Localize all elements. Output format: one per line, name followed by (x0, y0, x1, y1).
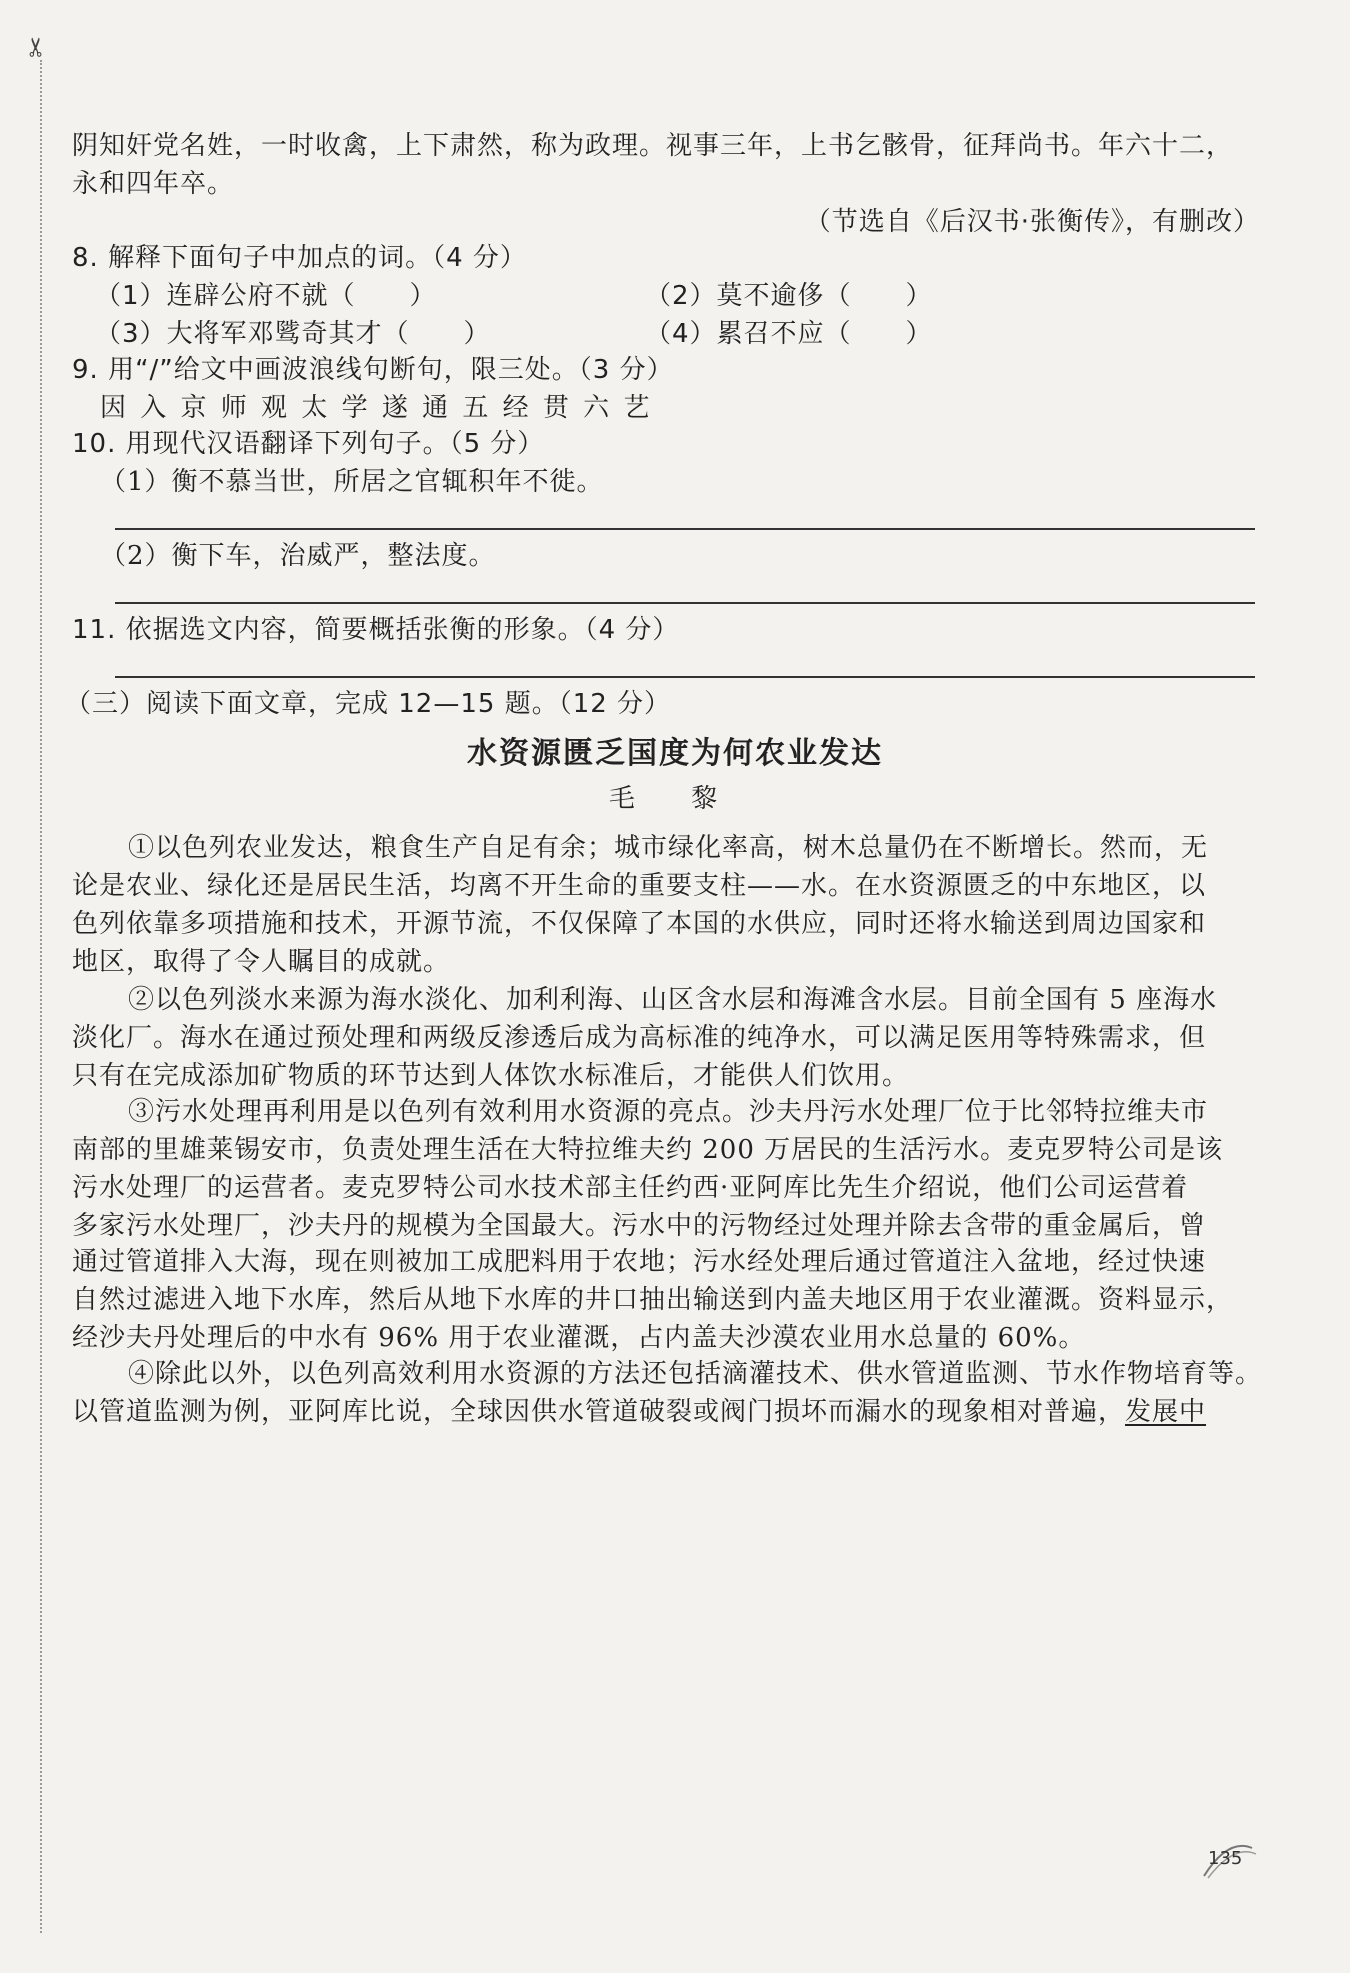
underlined-phrase: 发展中 (1125, 1397, 1207, 1427)
article-line: 淡化厂。海水在通过预处理和两级反渗透后成为高标准的纯净水，可以满足医用等特殊需求，但 (72, 1023, 1207, 1053)
article-line: ①以色列农业发达，粮食生产自足有余；城市绿化率高，树木总量仍在不断增长。然而，无 (128, 833, 1209, 863)
question-10-title: 10. 用现代汉语翻译下列句子。（5 分） (72, 429, 545, 459)
article-line: 论是农业、绿化还是居民生活，均离不开生命的重要支柱——水。在水资源匮乏的中东地区，以 (72, 871, 1207, 901)
article-line-text: 以管道监测为例，亚阿库比说，全球因供水管道破裂或阀门损坏而漏水的现象相对普遍， (72, 1397, 1126, 1427)
article-line: ②以色列淡水来源为海水淡化、加利利海、山区含水层和海滩含水层。目前全国有 5 座海水 (128, 985, 1218, 1015)
q8-item-1: （1）连辟公府不就（ ） (95, 281, 437, 311)
question-11-title: 11. 依据选文内容，简要概括张衡的形象。（4 分） (72, 615, 680, 645)
answer-line[interactable] (115, 676, 1255, 678)
article-line: ④除此以外，以色列高效利用水资源的方法还包括滴灌技术、供水管道监测、节水作物培育等。 (128, 1359, 1263, 1389)
article-line: 地区，取得了令人瞩目的成就。 (72, 947, 451, 977)
q10-item-2: （2）衡下车，治威严，整法度。 (100, 541, 496, 571)
passage-line: 永和四年卒。 (72, 169, 235, 199)
article-line: 南部的里雄莱锡安市，负责处理生活在大特拉维夫约 200 万居民的生活污水。麦克罗特公司是该 (72, 1135, 1224, 1165)
article-line (72, 1394, 1206, 1430)
article-line: 只有在完成添加矿物质的环节达到人体饮水标准后，才能供人们饮用。 (72, 1061, 910, 1091)
scissors-icon: ✂ (21, 36, 52, 58)
section-heading: （三）阅读下面文章，完成 12—15 题。（12 分） (65, 689, 672, 719)
answer-line[interactable] (115, 528, 1255, 530)
q8-item-3: （3）大将军邓骘奇其才（ ） (95, 319, 491, 349)
question-8-title: 8. 解释下面句子中加点的词。（4 分） (72, 243, 527, 273)
article-line: 污水处理厂的运营者。麦克罗特公司水技术部主任约西·亚阿库比先生介绍说，他们公司运营着 (72, 1173, 1189, 1203)
article-line: 多家污水处理厂，沙夫丹的规模为全国最大。污水中的污物经过处理并除去含带的重金属后，曾 (72, 1211, 1207, 1241)
page-number (1198, 1840, 1258, 1880)
passage-line: 阴知奸党名姓，一时收禽，上下肃然，称为政理。视事三年，上书乞骸骨，征拜尚书。年六十二， (72, 131, 1234, 161)
q8-item-4: （4）累召不应（ ） (645, 319, 933, 349)
answer-line[interactable] (115, 602, 1255, 604)
article-line: 色列依靠多项措施和技术，开源节流，不仅保障了本国的水供应，同时还将水输送到周边国家和 (72, 909, 1207, 939)
q10-item-1: （1）衡不慕当世，所居之官辄积年不徙。 (100, 467, 604, 497)
article-title: 水资源匮乏国度为何农业发达 (467, 736, 883, 771)
source-note: （节选自《后汉书·张衡传》，有删改） (804, 207, 1260, 237)
cut-line (40, 60, 42, 1933)
q9-sentence: 因 入 京 师 观 太 学 遂 通 五 经 贯 六 艺 (100, 393, 653, 423)
q8-item-2: （2）莫不逾侈（ ） (645, 281, 933, 311)
article-line: 自然过滤进入地下水库，然后从地下水库的井口抽出输送到内盖夫地区用于农业灌溉。资料显示， (72, 1285, 1234, 1315)
question-9-title: 9. 用“/”给文中画波浪线句断句，限三处。（3 分） (72, 355, 674, 385)
article-line: 经沙夫丹处理后的中水有 96% 用于农业灌溉，占内盖夫沙漠农业用水总量的 60%。 (72, 1323, 1086, 1353)
article-line: ③污水处理再利用是以色列有效利用水资源的亮点。沙夫丹污水处理厂位于比邻特拉维夫市 (128, 1097, 1209, 1127)
article-line: 通过管道排入大海，现在则被加工成肥料用于农地；污水经处理后通过管道注入盆地，经过快速 (72, 1247, 1207, 1277)
article-author: 毛 黎 (608, 784, 742, 814)
page-number-text: 135 (1208, 1848, 1243, 1869)
